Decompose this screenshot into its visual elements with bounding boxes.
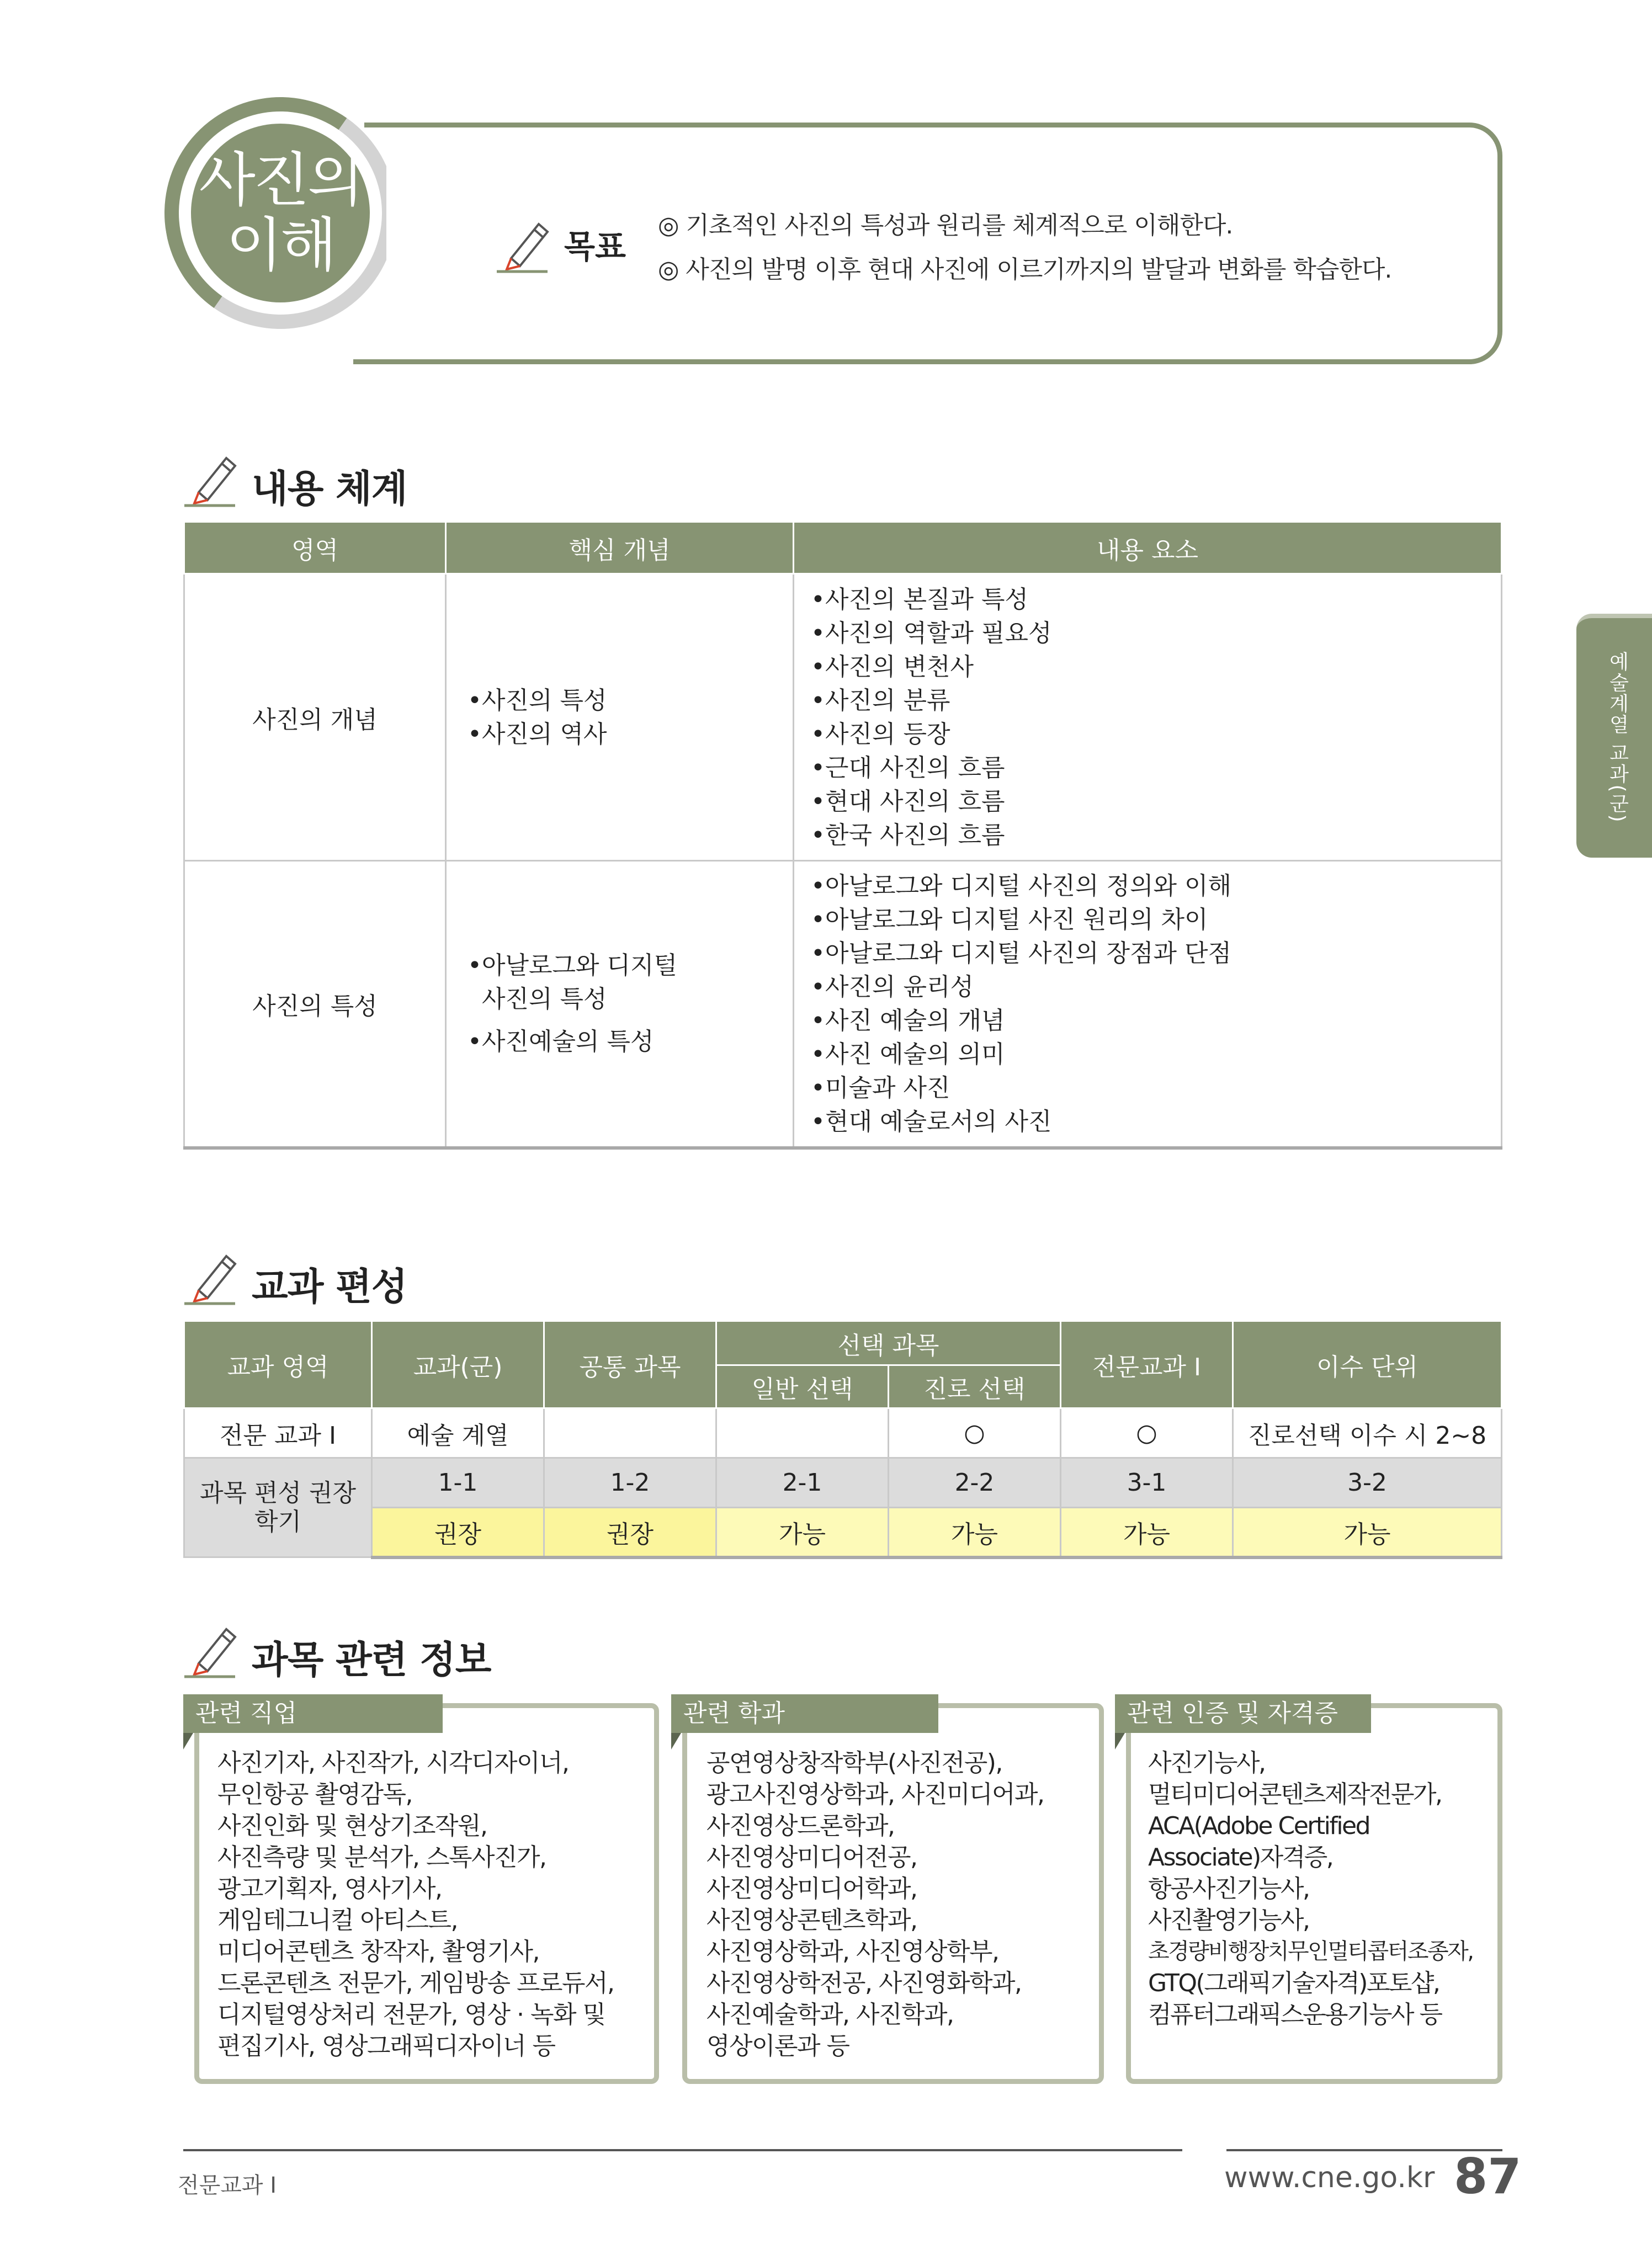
depts-tab: 관련 학과 [671,1694,938,1733]
table-cell: 전문 교과 I [184,1408,372,1458]
header-area: 영역 [184,522,446,574]
table-header-row [184,522,1502,574]
recommend-cell: 권장 [544,1508,716,1557]
content-system-table [183,521,1502,1150]
list-item: ACA(Adobe Certified [1148,1812,1370,1840]
section-title-content: 내용 체계 [252,467,407,511]
table-header-row [184,1321,1502,1365]
header-elements: 내용 요소 [794,522,1502,574]
header-career: 진로 선택 [889,1365,1061,1408]
area-cell: 사진의 개념 [184,574,446,861]
semester-cell: 3-2 [1233,1458,1502,1508]
jobs-list [217,1747,648,2062]
list-item: 항공사진기능사, [1148,1875,1309,1903]
section-title-curriculum: 교과 편성 [252,1265,407,1309]
list-item: • 아날로그와 디지털 사진의 정의와 이해 [803,869,1501,903]
page-number: 87 [1454,2148,1522,2205]
recommend-cell: 가능 [889,1508,1061,1557]
list-item: • 아날로그와 디지털 사진 원리의 차이 [803,903,1501,937]
pencil-icon [182,1619,243,1680]
semester-cell: 2-2 [889,1458,1061,1508]
certs-list [1148,1747,1496,2030]
list-item: 디지털영상처리 전문가, 영상 · 녹화 및 [217,2001,605,2029]
curriculum-table [183,1320,1502,1559]
recommend-cell: 가능 [1233,1508,1502,1557]
list-item: 게임테그니컬 아티스트, [217,1906,458,1934]
recommend-cell: 권장 [372,1508,544,1557]
list-item: • 사진의 분류 [803,684,1501,717]
table-row [184,1408,1502,1458]
elements-cell [794,861,1502,1148]
table-cell [544,1408,716,1458]
list-item: • 한국 사진의 흐름 [803,818,1501,852]
list-item: • 사진 예술의 의미 [803,1038,1501,1071]
list-item: 사진영상미디어학과, [707,1875,917,1903]
list-item: • 사진 예술의 개념 [803,1004,1501,1038]
list-item: • 현대 사진의 흐름 [803,785,1501,818]
header-concept: 핵심 개념 [446,522,794,574]
semester-cell: 1-2 [544,1458,716,1508]
goal-line-1: ◎ 기초적인 사진의 특성과 원리를 체계적으로 이해한다. [658,211,1233,240]
list-item: 공연영상창작학부(사진전공), [707,1749,1002,1777]
list-item: • 아날로그와 디지털 사진의 특성 [460,949,678,1016]
pencil-icon [182,1246,243,1307]
list-item: • 사진의 윤리성 [803,970,1501,1004]
list-item: GTQ(그래픽기술자격)포토샵, [1148,1969,1439,1997]
table-cell: ○ [889,1408,1061,1458]
list-item: 멀티미디어콘텐츠제작전문가, [1148,1780,1442,1809]
side-tab-label: 예술계열 교과(군) [1606,651,1629,823]
goal-line-2: ◎ 사진의 발명 이후 현대 사진에 이르기까지의 발달과 변화를 학습한다. [658,256,1392,284]
list-item: 사진촬영기능사, [1148,1906,1309,1934]
list-item: • 사진예술의 특성 [460,1025,678,1059]
elements-cell [794,574,1502,861]
semester-cell: 1-1 [372,1458,544,1508]
list-item: 드론콘텐츠 전문가, 게임방송 프로듀서, [217,1969,614,1997]
list-item: 사진기능사, [1148,1749,1265,1777]
header-common: 공통 과목 [544,1321,716,1408]
list-item: 사진영상학전공, 사진영화학과, [707,1969,1022,1997]
semester-cell: 2-1 [716,1458,889,1508]
semester-cell: 3-1 [1061,1458,1233,1508]
list-item: 사진영상콘텐츠학과, [707,1906,917,1934]
list-item: • 사진의 역사 [460,717,793,751]
table-cell: ○ [1061,1408,1233,1458]
title-line2: 이해 [226,211,335,279]
list-item: • 현대 예술로서의 사진 [803,1105,1501,1139]
title-line1: 사진의 [199,146,362,214]
footer-section: 전문교과 Ⅰ [178,2173,277,2198]
list-item: 미디어콘텐츠 창작자, 촬영기사, [217,1938,539,1966]
list-item: • 사진의 특성 [460,684,793,717]
recommend-cell: 가능 [1061,1508,1233,1557]
list-item: • 근대 사진의 흐름 [803,751,1501,785]
list-item: 광고사진영상학과, 사진미디어과, [707,1780,1044,1809]
list-item: 영상이론과 등 [707,2032,849,2060]
area-cell: 사진의 특성 [184,861,446,1148]
list-item: • 아날로그와 디지털 사진의 장점과 단점 [803,937,1501,970]
depts-list [707,1747,1093,2062]
table-row [184,861,1502,1148]
list-item: 사진기자, 사진작가, 시각디자이너, [217,1749,569,1777]
footer-url: www.cne.go.kr [1224,2161,1435,2194]
footer-divider [183,2149,1182,2151]
table-row [184,1458,1502,1508]
header-group: 교과(군) [372,1321,544,1408]
list-item: • 미술과 사진 [803,1071,1501,1105]
list-item: 사진영상드론학과, [707,1812,895,1840]
list-item: 편집기사, 영상그래픽디자이너 등 [217,2032,555,2060]
table-row [184,574,1502,861]
list-item: • 사진의 변천사 [803,650,1501,684]
concept-cell [446,861,794,1148]
list-item: • 사진의 역할과 필요성 [803,616,1501,650]
header-elective: 선택 과목 [716,1321,1061,1365]
list-item: 사진측량 및 분석가, 스톡사진가, [217,1843,546,1871]
title-badge [191,124,370,302]
header-area: 교과 영역 [184,1321,372,1408]
list-item: 사진인화 및 현상기조작원, [217,1812,487,1840]
list-item: 초경량비행장치무인멀티콥터조종자, [1148,1939,1473,1964]
list-item: 사진영상학과, 사진영상학부, [707,1938,999,1966]
pencil-icon [182,448,243,509]
header-units: 이수 단위 [1233,1321,1502,1408]
table-cell: 예술 계열 [372,1408,544,1458]
list-item: • 사진의 본질과 특성 [803,583,1501,616]
table-cell [716,1408,889,1458]
section-title-related: 과목 관련 정보 [252,1639,491,1682]
header-major: 전문교과 I [1061,1321,1233,1408]
certs-tab: 관련 인증 및 자격증 [1115,1694,1371,1733]
goal-label: 목표 [564,228,626,265]
recommend-cell: 가능 [716,1508,889,1557]
table-cell: 과목 편성 권장 학기 [184,1458,372,1557]
pencil-icon [495,214,555,275]
list-item: • 사진의 등장 [803,717,1501,751]
table-cell: 진로선택 이수 시 2~8 [1233,1408,1502,1458]
table-row [184,1508,1502,1557]
list-item: 컴퓨터그래픽스운용기능사 등 [1148,2001,1442,2029]
list-item: Associate)자격증, [1148,1843,1333,1871]
list-item: 사진영상미디어전공, [707,1843,917,1871]
list-item: 광고기획자, 영사기사, [217,1875,442,1903]
list-item: 무인항공 촬영감독, [217,1780,413,1809]
header-general: 일반 선택 [716,1365,889,1408]
list-item: 사진예술학과, 사진학과, [707,2001,954,2029]
concept-cell [446,574,794,861]
jobs-tab: 관련 직업 [183,1694,443,1733]
